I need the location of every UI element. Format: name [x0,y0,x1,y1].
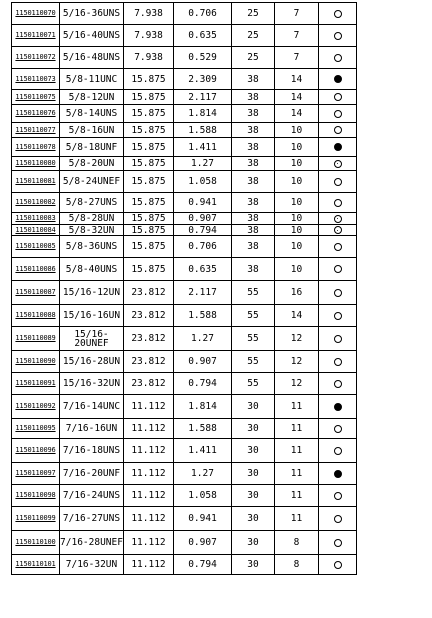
depth-cell: 7 [275,47,319,69]
thread-spec-cell: 5/8-12UN [60,90,124,105]
thread-spec-cell: 5/8-27UNS [60,193,124,213]
pitch-cell: 1.058 [174,171,232,193]
table-row [12,213,357,225]
table-row [12,373,357,395]
diameter-cell: 11.112 [124,555,174,575]
diameter-cell: 15.875 [124,225,174,236]
open-circle-icon [334,110,342,118]
thread-spec-cell: 5/8-24UNEF [60,171,124,193]
depth-cell: 11 [275,419,319,439]
depth-cell: 7 [275,25,319,47]
diameter-cell: 23.812 [124,281,174,305]
part-code-cell: 1150110070 [12,3,60,25]
pitch-cell: 0.907 [174,213,232,225]
table-row [12,236,357,258]
part-code-cell: 1150110098 [12,485,60,507]
pitch-cell: 0.941 [174,507,232,531]
availability-cell [319,25,357,47]
table-row [12,157,357,171]
part-code-cell: 1150110076 [12,105,60,123]
table-row [12,138,357,157]
pitch-cell: 1.814 [174,105,232,123]
depth-cell: 11 [275,485,319,507]
availability-cell [319,69,357,90]
diameter-cell: 15.875 [124,171,174,193]
depth-cell: 14 [275,305,319,327]
table-row [12,485,357,507]
part-code-cell: 1150110099 [12,507,60,531]
pitch-cell: 1.588 [174,419,232,439]
table-row [12,439,357,463]
availability-cell [319,105,357,123]
open-circle-icon [334,447,342,455]
length-cell: 55 [232,305,275,327]
diameter-cell: 11.112 [124,531,174,555]
length-cell: 38 [232,138,275,157]
diameter-cell: 15.875 [124,123,174,138]
table-row [12,90,357,105]
pitch-cell: 0.706 [174,236,232,258]
depth-cell: 14 [275,105,319,123]
thread-spec-cell: 15/16-28UN [60,351,124,373]
diameter-cell: 23.812 [124,327,174,351]
length-cell: 38 [232,213,275,225]
diameter-cell: 11.112 [124,419,174,439]
availability-cell [319,90,357,105]
length-cell: 30 [232,531,275,555]
table-row [12,25,357,47]
open-circle-icon [334,10,342,18]
filled-circle-icon [334,470,342,478]
pitch-cell: 0.635 [174,258,232,281]
length-cell: 38 [232,193,275,213]
depth-cell: 14 [275,69,319,90]
thread-spec-cell: 5/16-40UNS [60,25,124,47]
length-cell: 55 [232,351,275,373]
table-row [12,395,357,419]
thread-spec-cell: 7/16-14UNC [60,395,124,419]
dotted-circle-icon [334,226,342,234]
depth-cell: 10 [275,171,319,193]
thread-spec-cell: 5/8-40UNS [60,258,124,281]
availability-cell [319,395,357,419]
table-row [12,105,357,123]
length-cell: 30 [232,485,275,507]
length-cell: 38 [232,157,275,171]
dotted-circle-icon [334,160,342,168]
pitch-cell: 1.27 [174,463,232,485]
open-circle-icon [334,380,342,388]
pitch-cell: 1.588 [174,305,232,327]
depth-cell: 12 [275,373,319,395]
length-cell: 30 [232,419,275,439]
open-circle-icon [334,289,342,297]
thread-spec-cell: 5/16-48UNS [60,47,124,69]
availability-cell [319,236,357,258]
part-code-cell: 1150110085 [12,236,60,258]
thread-spec-cell: 5/8-16UN [60,123,124,138]
part-code-cell: 1150110095 [12,419,60,439]
pitch-cell: 0.706 [174,3,232,25]
open-circle-icon [334,425,342,433]
depth-cell: 8 [275,531,319,555]
pitch-cell: 1.27 [174,327,232,351]
pitch-cell: 0.794 [174,373,232,395]
availability-cell [319,157,357,171]
depth-cell: 12 [275,327,319,351]
open-circle-icon [334,93,342,101]
availability-cell [319,327,357,351]
depth-cell: 11 [275,507,319,531]
dotted-circle-icon [334,215,342,223]
diameter-cell: 15.875 [124,138,174,157]
table-row [12,305,357,327]
part-code-cell: 1150110100 [12,531,60,555]
diameter-cell: 23.812 [124,373,174,395]
pitch-cell: 0.794 [174,555,232,575]
availability-cell [319,3,357,25]
thread-spec-cell: 5/8-18UNF [60,138,124,157]
thread-spec-cell: 7/16-20UNF [60,463,124,485]
diameter-cell: 15.875 [124,105,174,123]
table-row [12,171,357,193]
availability-cell [319,485,357,507]
availability-cell [319,47,357,69]
depth-cell: 14 [275,90,319,105]
availability-cell [319,463,357,485]
pitch-cell: 2.309 [174,69,232,90]
availability-cell [319,507,357,531]
availability-cell [319,555,357,575]
availability-cell [319,351,357,373]
thread-spec-cell: 5/8-20UN [60,157,124,171]
table-row [12,258,357,281]
open-circle-icon [334,539,342,547]
table-row [12,531,357,555]
thread-spec-table [11,2,357,575]
availability-cell [319,193,357,213]
open-circle-icon [334,32,342,40]
depth-cell: 7 [275,3,319,25]
thread-spec-cell: 7/16-27UNS [60,507,124,531]
length-cell: 30 [232,439,275,463]
depth-cell: 10 [275,123,319,138]
length-cell: 30 [232,463,275,485]
table-row [12,555,357,575]
part-code-cell: 1150110078 [12,138,60,157]
thread-spec-cell: 5/8-14UNS [60,105,124,123]
part-code-cell: 1150110084 [12,225,60,236]
depth-cell: 10 [275,138,319,157]
diameter-cell: 15.875 [124,90,174,105]
table-row [12,225,357,236]
part-code-cell: 1150110072 [12,47,60,69]
length-cell: 38 [232,258,275,281]
depth-cell: 8 [275,555,319,575]
diameter-cell: 23.812 [124,351,174,373]
pitch-cell: 0.941 [174,193,232,213]
table-row [12,351,357,373]
length-cell: 55 [232,373,275,395]
part-code-cell: 1150110092 [12,395,60,419]
open-circle-icon [334,54,342,62]
depth-cell: 10 [275,193,319,213]
part-code-cell: 1150110075 [12,90,60,105]
length-cell: 38 [232,225,275,236]
depth-cell: 10 [275,225,319,236]
pitch-cell: 1.411 [174,439,232,463]
thread-spec-cell: 7/16-32UN [60,555,124,575]
length-cell: 38 [232,69,275,90]
pitch-cell: 0.907 [174,531,232,555]
availability-cell [319,225,357,236]
part-code-cell: 1150110089 [12,327,60,351]
pitch-cell: 0.794 [174,225,232,236]
pitch-cell: 1.27 [174,157,232,171]
thread-spec-cell: 7/16-18UNS [60,439,124,463]
length-cell: 55 [232,327,275,351]
part-code-cell: 1150110083 [12,213,60,225]
pitch-cell: 0.529 [174,47,232,69]
thread-spec-cell: 5/8-36UNS [60,236,124,258]
thread-spec-cell: 7/16-16UN [60,419,124,439]
thread-spec-cell: 7/16-24UNS [60,485,124,507]
thread-spec-cell: 15/16-32UN [60,373,124,395]
open-circle-icon [334,335,342,343]
diameter-cell: 7.938 [124,47,174,69]
availability-cell [319,123,357,138]
diameter-cell: 7.938 [124,25,174,47]
length-cell: 55 [232,281,275,305]
depth-cell: 10 [275,157,319,171]
part-code-cell: 1150110101 [12,555,60,575]
length-cell: 38 [232,236,275,258]
thread-spec-cell: 15/16-20UNEF [60,327,124,351]
availability-cell [319,439,357,463]
open-circle-icon [334,515,342,523]
table-row [12,327,357,351]
pitch-cell: 1.814 [174,395,232,419]
thread-spec-cell: 15/16-16UN [60,305,124,327]
table-row [12,3,357,25]
pitch-cell: 1.058 [174,485,232,507]
diameter-cell: 11.112 [124,439,174,463]
open-circle-icon [334,561,342,569]
availability-cell [319,213,357,225]
table-row [12,47,357,69]
part-code-cell: 1150110090 [12,351,60,373]
length-cell: 30 [232,395,275,419]
part-code-cell: 1150110088 [12,305,60,327]
part-code-cell: 1150110097 [12,463,60,485]
pitch-cell: 2.117 [174,281,232,305]
part-code-cell: 1150110091 [12,373,60,395]
part-code-cell: 1150110082 [12,193,60,213]
diameter-cell: 15.875 [124,69,174,90]
availability-cell [319,281,357,305]
diameter-cell: 23.812 [124,305,174,327]
length-cell: 30 [232,507,275,531]
open-circle-icon [334,492,342,500]
length-cell: 38 [232,171,275,193]
part-code-cell: 1150110077 [12,123,60,138]
depth-cell: 11 [275,439,319,463]
part-code-cell: 1150110081 [12,171,60,193]
depth-cell: 10 [275,236,319,258]
diameter-cell: 11.112 [124,395,174,419]
depth-cell: 16 [275,281,319,305]
depth-cell: 11 [275,395,319,419]
table-body [12,3,357,575]
pitch-cell: 0.635 [174,25,232,47]
table-row [12,507,357,531]
table-row [12,123,357,138]
table-row [12,193,357,213]
thread-spec-cell: 7/16-28UNEF [60,531,124,555]
length-cell: 38 [232,105,275,123]
diameter-cell: 15.875 [124,258,174,281]
thread-spec-cell: 5/8-32UN [60,225,124,236]
availability-cell [319,258,357,281]
length-cell: 25 [232,47,275,69]
part-code-cell: 1150110071 [12,25,60,47]
thread-spec-cell: 15/16-12UN [60,281,124,305]
length-cell: 38 [232,90,275,105]
thread-spec-cell: 5/8-11UNC [60,69,124,90]
thread-spec-cell: 5/8-28UN [60,213,124,225]
diameter-cell: 15.875 [124,213,174,225]
open-circle-icon [334,178,342,186]
open-circle-icon [334,358,342,366]
thread-spec-cell: 5/16-36UNS [60,3,124,25]
pitch-cell: 0.907 [174,351,232,373]
open-circle-icon [334,265,342,273]
filled-circle-icon [334,75,342,83]
table-row [12,419,357,439]
pitch-cell: 1.588 [174,123,232,138]
table-row [12,69,357,90]
diameter-cell: 7.938 [124,3,174,25]
table-row [12,463,357,485]
length-cell: 30 [232,555,275,575]
diameter-cell: 15.875 [124,236,174,258]
depth-cell: 10 [275,213,319,225]
depth-cell: 11 [275,463,319,485]
availability-cell [319,138,357,157]
availability-cell [319,373,357,395]
part-code-cell: 1150110087 [12,281,60,305]
filled-circle-icon [334,403,342,411]
availability-cell [319,171,357,193]
filled-circle-icon [334,143,342,151]
length-cell: 25 [232,3,275,25]
diameter-cell: 15.875 [124,193,174,213]
table-row [12,281,357,305]
diameter-cell: 11.112 [124,485,174,507]
pitch-cell: 1.411 [174,138,232,157]
part-code-cell: 1150110086 [12,258,60,281]
part-code-cell: 1150110073 [12,69,60,90]
depth-cell: 12 [275,351,319,373]
length-cell: 38 [232,123,275,138]
open-circle-icon [334,243,342,251]
open-circle-icon [334,312,342,320]
diameter-cell: 11.112 [124,507,174,531]
availability-cell [319,419,357,439]
depth-cell: 10 [275,258,319,281]
open-circle-icon [334,199,342,207]
availability-cell [319,531,357,555]
part-code-cell: 1150110080 [12,157,60,171]
open-circle-icon [334,126,342,134]
part-code-cell: 1150110096 [12,439,60,463]
length-cell: 25 [232,25,275,47]
diameter-cell: 15.875 [124,157,174,171]
pitch-cell: 2.117 [174,90,232,105]
diameter-cell: 11.112 [124,463,174,485]
availability-cell [319,305,357,327]
